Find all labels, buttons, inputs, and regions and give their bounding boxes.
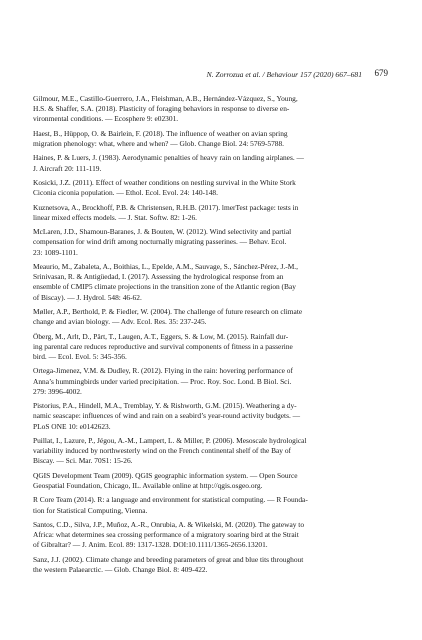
reference-line: Pistorius, P.A., Hindell, M.A., Tremblay, Y. & Rishworth, G.M. (2015). Weathering a dy- [33,401,297,411]
reference-item [33,94,391,125]
reference-line: the western Palaearctic. — Glob. Change Biol. 8: 409-422. [33,564,208,574]
reference-line: Haest, B., Hüppop, O. & Bairlein, F. (2018). The influence of weather on avian spring [33,128,288,138]
reference-line: vironmental conditions. — Ecosphere 9: e02301. [33,114,179,124]
reference-item [33,129,391,149]
reference-line: Kuznetsova, A., Brockhoff, P.B. & Christensen, R.H.B. (2017). lmerTest package: tests in [33,202,299,212]
reference-line: Sanz, J.J. (2002). Climate change and breeding parameters of great and blue tits throughout [33,554,304,564]
reference-line: Geospatial Foundation, Chicago, IL. Available online at http://qgis.osgeo.org. [33,480,263,490]
reference-line: Ciconia ciconia population. — Ethol. Ecol. Evol. 24: 140-148. [33,188,218,198]
reference-line: PLoS ONE 10: e0142623. [33,421,111,431]
reference-line: Møller, A.P., Berthold, P. & Fiedler, W. (2004). The challenge of future research on climate [33,306,303,316]
reference-line: of Biscay). — J. Hydrol. 548: 46-62. [33,292,142,302]
reference-line: bird. — Ecol. Evol. 5: 345-356. [33,351,127,361]
reference-item [33,227,391,258]
reference-line: Kosicki, J.Z. (2011). Effect of weather conditions on nestling survival in the White Stork [33,177,296,187]
reference-item [33,307,391,327]
reference-item [33,178,391,198]
reference-line: R Core Team (2014). R: a language and environment for statistical computing. — R Founda- [33,495,308,505]
reference-item [33,203,391,223]
reference-line: 23: 1089-1101. [33,247,78,257]
reference-line: ensemble of CMIP5 climate projections in the transition zone of the Atlantic region (Bay [33,282,296,292]
reference-line: ing parental care reduces reproductive and survival components of fitness in a passerine [33,341,293,351]
reference-line: Gilmour, M.E., Castillo-Guerrero, J.A., Fleishman, A.B., Hernández-Vázquez, S., Young, [33,94,298,103]
reference-line: compensation for wind drift among nocturnally migrating passerines. — Behav. Ecol. [33,237,287,247]
reference-item [33,153,391,173]
reference-line: Puillat, I., Lazure, P., Jégou, A.-M., Lampert, L. & Miller, P. (2006). Mesoscale hydrological [33,435,307,445]
reference-line: Haines, P. & Luers, J. (1983). Aerodynamic penalties of heavy rain on landing airplanes. — [33,153,304,163]
reference-line: J. Aircraft 20: 111-119. [33,163,102,173]
reference-line: Anna’s hummingbirds under varied precipitation. — Proc. Roy. Soc. Lond. B Biol. Sci. [33,376,292,386]
reference-line: Africa: what determines sea crossing performance of a migratory soaring bird at the Strait [33,530,299,540]
reference-line: 279: 3996-4002. [33,386,82,396]
reference-line: McLaren, J.D., Shamoun-Baranes, J. & Bouten, W. (2012). Wind selectivity and partial [33,227,292,237]
reference-item [33,495,391,515]
reference-line: change and avian biology. — Adv. Ecol. Res. 35: 237-245. [33,317,207,327]
reference-line: variability induced by northwesterly wind on the French continental shelf of the Bay of [33,446,291,456]
reference-item [33,332,391,363]
reference-item [33,471,391,491]
reference-line: H.S. & Shaffer, S.A. (2018). Plasticity of foraging behaviors in response to diverse en- [33,104,290,114]
reference-line: tion for Statistical Computing, Vienna. [33,505,148,515]
reference-line: linear mixed effects models. — J. Stat. Softw. 82: 1-26. [33,212,198,222]
reference-item [33,366,391,397]
reference-item [33,262,391,303]
reference-item [33,520,391,551]
reference-line: Ortega-Jimenez, V.M. & Dudley, R. (2012). Flying in the rain: hovering performance of [33,366,293,376]
reference-line: Santos, C.D., Silva, J.P., Muñoz, A.-R., Onrubia, A. & Wikelski, M. (2020). The gateway to [33,519,305,529]
reference-line: Öberg, M., Arlt, D., Pärt, T., Laugen, A.T., Eggers, S. & Low, M. (2015). Rainfall dur- [33,331,289,341]
running-head: N. Zorrozua et al. / Behaviour 157 (2020) 667–681 [206,70,362,79]
reference-line: Meaurio, M., Zabaleta, A., Boithias, L., Epelde, A.M., Sauvage, S., Sánchez-Pérez, J.-M., [33,261,298,271]
reference-item [33,401,391,432]
reference-line: migration phenology: what, where and when? — Glob. Change Biol. 24: 5769-5788. [33,139,285,148]
reference-line: namic seascape: influences of wind and rain on a seabird’s year-round activity budgets. — [33,411,301,421]
reference-item [33,436,391,467]
reference-line: Srinivasan, R. & Antigüedad, I. (2017). Assessing the hydrological response from an [33,272,284,282]
reference-line: QGIS Development Team (2009). QGIS geographic information system. — Open Source [33,470,298,480]
reference-item [33,555,391,575]
reference-line: Biscay. — Sci. Mar. 70S1: 15-26. [33,456,133,466]
page-number: 679 [374,68,388,78]
reference-line: of Gibraltar? — J. Anim. Ecol. 89: 1317-1328. DOI:10.1111/1365-2656.13201. [33,540,268,550]
reference-list [33,94,391,579]
